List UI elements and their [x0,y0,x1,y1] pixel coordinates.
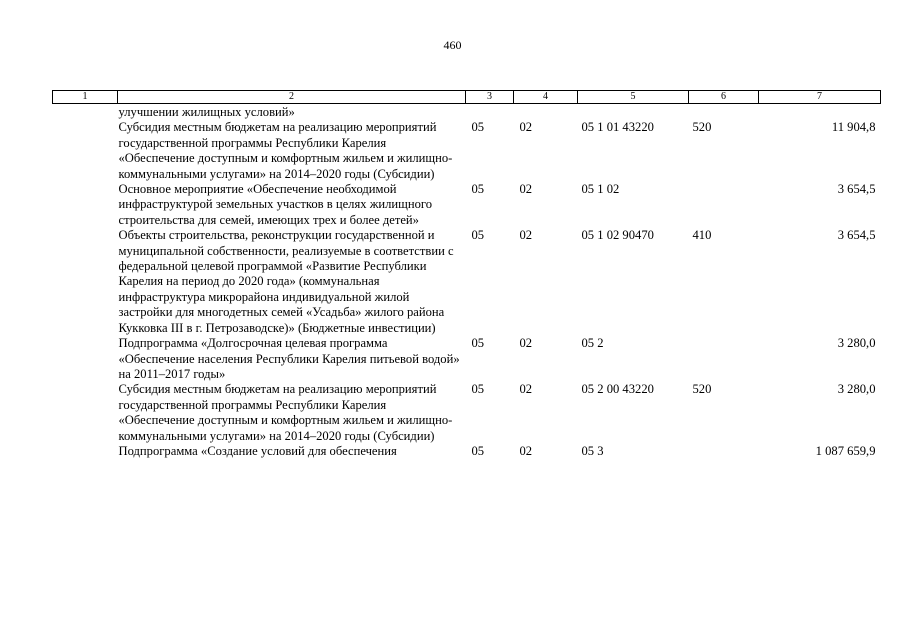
expense-type-code: 410 [692,228,712,243]
expense-type-code: 520 [692,120,712,135]
amount: 3 654,5 [837,228,876,243]
expense-type-code [689,182,759,228]
subsection-code: 02 [519,382,533,397]
column-header-7: 7 [759,91,881,104]
amount: 3 280,0 [837,336,876,351]
item-name: улучшении жилищных условий» [118,105,295,119]
column-header-3: 3 [466,91,514,104]
item-name: Объекты строительства, реконструкции государственной и муниципальной собственности, реализуемые в соответствии с федеральной целевой программой «Развитие Республики Карелия на период до 2020 года» (коммунальная инфраструктура микрорайона индивидуальной жилой застройки для многодетных семей «Усадьба» жилого района Кукковка III в г. Петрозаводске)» (Бюджетные инвестиции) [118,228,454,335]
section-code: 05 [471,382,485,397]
row-number-cell [53,182,118,228]
target-article-code: 05 1 02 90470 [581,228,654,243]
amount: 11 904,8 [831,120,876,135]
table-row [53,104,881,121]
row-number-cell [53,444,118,459]
target-article-code: 05 1 01 43220 [581,120,654,135]
amount [759,104,881,121]
table-row [53,336,881,382]
amount: 3 654,5 [837,182,876,197]
section-code: 05 [471,182,485,197]
subsection-code [514,104,578,121]
subsection-code: 02 [519,443,533,458]
table-row [53,228,881,336]
expense-type-code [689,444,759,459]
column-header-5: 5 [578,91,689,104]
expense-type-code: 520 [692,382,712,397]
column-header-6: 6 [689,91,759,104]
expense-type-code [689,336,759,382]
target-article-code [578,104,689,121]
section-code: 05 [471,120,485,135]
expense-type-code [689,104,759,121]
target-article-code: 05 2 00 43220 [581,382,654,397]
subsection-code: 02 [519,120,533,135]
row-number-cell [53,104,118,121]
table-row [53,120,881,182]
table-row [53,182,881,228]
item-name: Основное мероприятие «Обеспечение необходимой инфраструктурой земельных участков в целях жилищного строительства для семей, имеющих трех и более детей» [118,182,433,227]
item-name: Подпрограмма «Создание условий для обеспечения [118,443,397,458]
target-article-code: 05 1 02 [581,182,620,197]
row-number-cell [53,228,118,336]
target-article-code: 05 3 [581,443,604,458]
table-row [53,382,881,444]
row-number-cell [53,382,118,444]
amount: 1 087 659,9 [815,443,876,458]
section-code: 05 [471,228,485,243]
column-header-2: 2 [118,91,466,104]
item-name: Субсидия местным бюджетам на реализацию мероприятий государственной программы Республики Карелия «Обеспечение доступным и комфортным жильем и жилищно-коммунальными услугами» на 2014–2020 годы (Субсидии) [118,120,453,181]
section-code: 05 [471,443,485,458]
table-header-row [53,91,881,104]
row-number-cell [53,120,118,182]
page-number: 460 [443,38,462,52]
target-article-code: 05 2 [581,336,604,351]
section-code: 05 [471,336,485,351]
row-number-cell [53,336,118,382]
amount: 3 280,0 [837,382,876,397]
subsection-code: 02 [519,228,533,243]
budget-table [52,90,881,459]
subsection-code: 02 [519,182,533,197]
column-header-4: 4 [514,91,578,104]
item-name: Подпрограмма «Долгосрочная целевая программа «Обеспечение населения Республики Карелия питьевой водой» на 2011–2017 годы» [118,336,460,381]
table-row [53,444,881,459]
item-name: Субсидия местным бюджетам на реализацию мероприятий государственной программы Республики Карелия «Обеспечение доступным и комфортным жильем и жилищно-коммунальными услугами» на 2014–2020 годы (Субсидии) [118,382,453,443]
subsection-code: 02 [519,336,533,351]
column-header-1: 1 [53,91,118,104]
section-code [466,104,514,121]
